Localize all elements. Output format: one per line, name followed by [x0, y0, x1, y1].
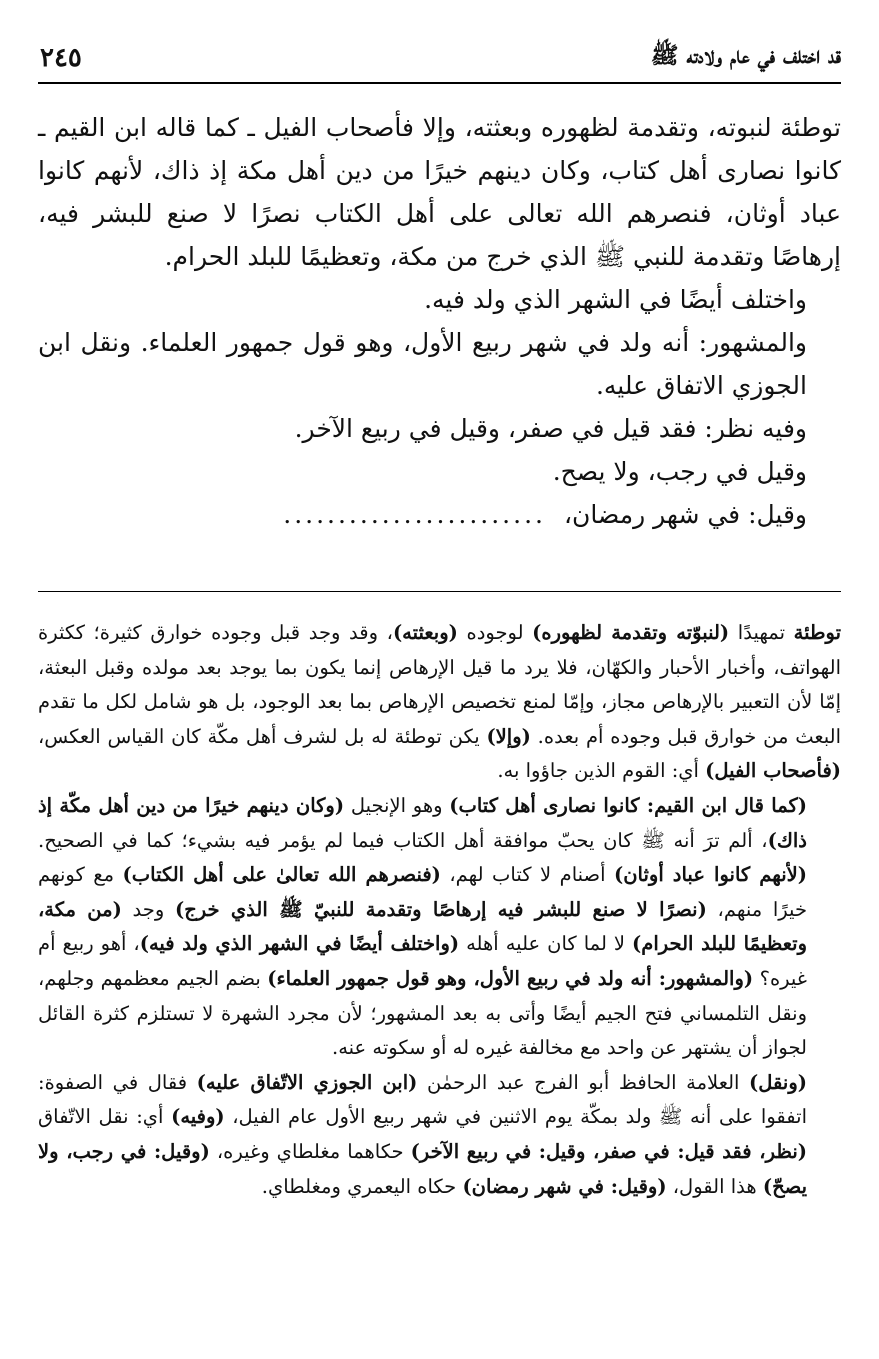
quoted-matn-segment: (فأصحاب الفيل) — [705, 759, 841, 783]
main-paragraph-2: واختلف أيضًا في الشهر الذي ولد فيه. — [424, 285, 807, 314]
commentary-segment: بضم الجيم معظمهم وجلهم، ونقل التلمساني فتح الجيم أيضًا وأتى به بعد المشهور؛ لأن مجرد الشهرة لا تستلزم كثرة القائل لجواز أن يشتهر عن واحد مع مخالفة غيره له أو سكوته عنه. — [38, 966, 807, 1060]
quoted-matn-segment: (كما قال ابن القيم: كانوا نصارى أهل كتاب) — [449, 793, 807, 817]
main-paragraph-5: وقيل في رجب، ولا يصح. — [552, 457, 807, 486]
main-paragraph-1: توطئة لنبوته، وتقدمة لظهوره وبعثته، وإلا فأصحاب الفيل ـ كما قاله ابن القيم ـ كانوا نصارى أهل كتاب، وكان دينهم خيرًا من دين أهل مكة إذ ذاك، لأنهم كانوا عباد أوثان، فنصرهم الله تعالى على أهل الكتاب نصرًا لا صنع للبشر فيه، إرهاصًا وتقدمة للنبي ﷺ الذي خرج من مكة، وتعظيمًا للبلد الحرام. — [38, 113, 841, 271]
commentary-segment: أي: نقل الاتّفاق — [38, 1105, 172, 1129]
commentary-text — [38, 616, 841, 1204]
quoted-matn-segment: (والمشهور: أنه ولد في ربيع الأول، وهو قول جمهور العلماء) — [267, 966, 754, 990]
main-paragraph-6 — [38, 493, 841, 536]
quoted-matn-segment: (نظر، فقد قيل: في صفر، وقيل: في ربيع الآخر) — [410, 1139, 807, 1163]
main-paragraph-6-text: وقيل: في شهر رمضان، — [563, 500, 807, 529]
quoted-matn-segment: (واختلف أيضًا في الشهر الذي ولد فيه) — [139, 932, 460, 956]
commentary-segment: فقال في الصفوة: اتفقوا على أنه ﷺ ولد بمكّة يوم الاثنين في شهر ربيع الأول عام الفيل، — [38, 1070, 807, 1129]
commentary-segment: ، أهو ربيع أم غيره؟ — [38, 932, 807, 990]
commentary-segment: تمهيدًا — [729, 621, 794, 644]
quoted-matn-segment: (لأنهم كانوا عباد أوثان) — [613, 863, 807, 887]
commentary-segment: لوجوده — [457, 621, 533, 644]
quoted-matn-segment: (من مكة، وتعظيمًا للبلد الحرام) — [38, 897, 807, 956]
commentary-segment: ، وقد وجد قبل وجوده خوارق كثيرة؛ ككثرة الهواتف، وأخبار الأحبار والكهّان، فلا يرد ما قيل الإرهاص إنما يكون بما يوجد بعد مولده وقبل البعثة، إمّا لأن التعبير بالإرهاص مجاز، وإمّا لمنع تخصيص الإرهاص بما بعد الوجود، بل هو شامل لكل ما تقدم البعث من خوارق قبل وجوده أم بعده. — [38, 621, 841, 748]
quoted-matn-segment: (وبعثته) — [392, 621, 458, 644]
commentary-segment: هذا القول، — [666, 1174, 763, 1198]
commentary-segment: العلامة الحافظ أبو الفرج عبد الرحمٰن — [417, 1070, 750, 1094]
commentary-segment: وهو الإنجيل — [344, 793, 450, 817]
commentary-segment: ، ألم ترَ أنه ﷺ كان يحبّ موافقة أهل الكتاب فيما لم يؤمر فيه بشيء؛ كما في الصحيح. — [38, 828, 768, 852]
quoted-matn-segment: (ونقل) — [749, 1070, 807, 1094]
commentary-segment: أي: القوم الذين جاؤوا به. — [497, 759, 706, 783]
commentary-segment: حكاهما مغلطاي وغيره، — [209, 1139, 411, 1163]
commentary-paragraph-2 — [38, 789, 841, 1066]
quoted-matn-segment: (وإلا) — [486, 724, 531, 748]
quoted-matn-segment: (لنبوّته وتقدمة لظهوره) — [532, 621, 730, 644]
quoted-matn-segment: (وقيل: في رجب، ولا يصحّ) — [38, 1139, 807, 1198]
main-paragraph-3: والمشهور: أنه ولد في شهر ربيع الأول، وهو قول جمهور العلماء. ونقل ابن الجوزي الاتفاق عليه. — [38, 328, 807, 400]
quoted-matn-segment: (فنصرهم الله تعالىٰ على أهل الكتاب) — [122, 863, 441, 887]
quoted-matn-segment: (وفيه) — [171, 1105, 225, 1129]
quoted-matn-segment: (ابن الجوزي الاتّفاق عليه) — [196, 1070, 418, 1094]
commentary-segment: لا لما كان عليه أهله — [459, 932, 633, 956]
footnote-rule — [38, 591, 841, 592]
ellipsis-dots: ........................ — [283, 500, 546, 529]
commentary-segment: وجد — [121, 897, 175, 921]
quoted-matn-segment: توطئة — [793, 621, 842, 644]
quoted-matn-segment: (نصرًا لا صنع للبشر فيه إرهاصًا وتقدمة للنبيّ ﷺ الذي خرج) — [174, 897, 707, 921]
quoted-matn-segment: (وكان دينهم خيرًا من دين أهل مكّة إذ ذاك) — [38, 793, 807, 852]
main-paragraph-4: وفيه نظر: فقد قيل في صفر، وقيل في ربيع الآخر. — [294, 414, 807, 443]
quoted-matn-segment: (وقيل: في شهر رمضان) — [462, 1174, 667, 1198]
main-text — [38, 106, 841, 536]
header-rule — [38, 82, 841, 84]
commentary-paragraph-1 — [38, 616, 841, 789]
commentary-segment: يكن توطئة له بل لشرف أهل مكّة كان القياس العكس، — [38, 724, 487, 748]
commentary-paragraph-3 — [38, 1066, 841, 1204]
page-number: ٢٤٥ — [40, 43, 82, 73]
commentary-segment: حكاه اليعمري ومغلطاي. — [261, 1174, 463, 1198]
header-title: قد اختلف في عام ولادته ﷺ — [650, 42, 841, 69]
running-header — [40, 38, 841, 78]
commentary-segment: أصنام لا كتاب لهم، — [440, 863, 614, 887]
commentary-segment: مع كونهم خيرًا منهم، — [38, 863, 807, 921]
